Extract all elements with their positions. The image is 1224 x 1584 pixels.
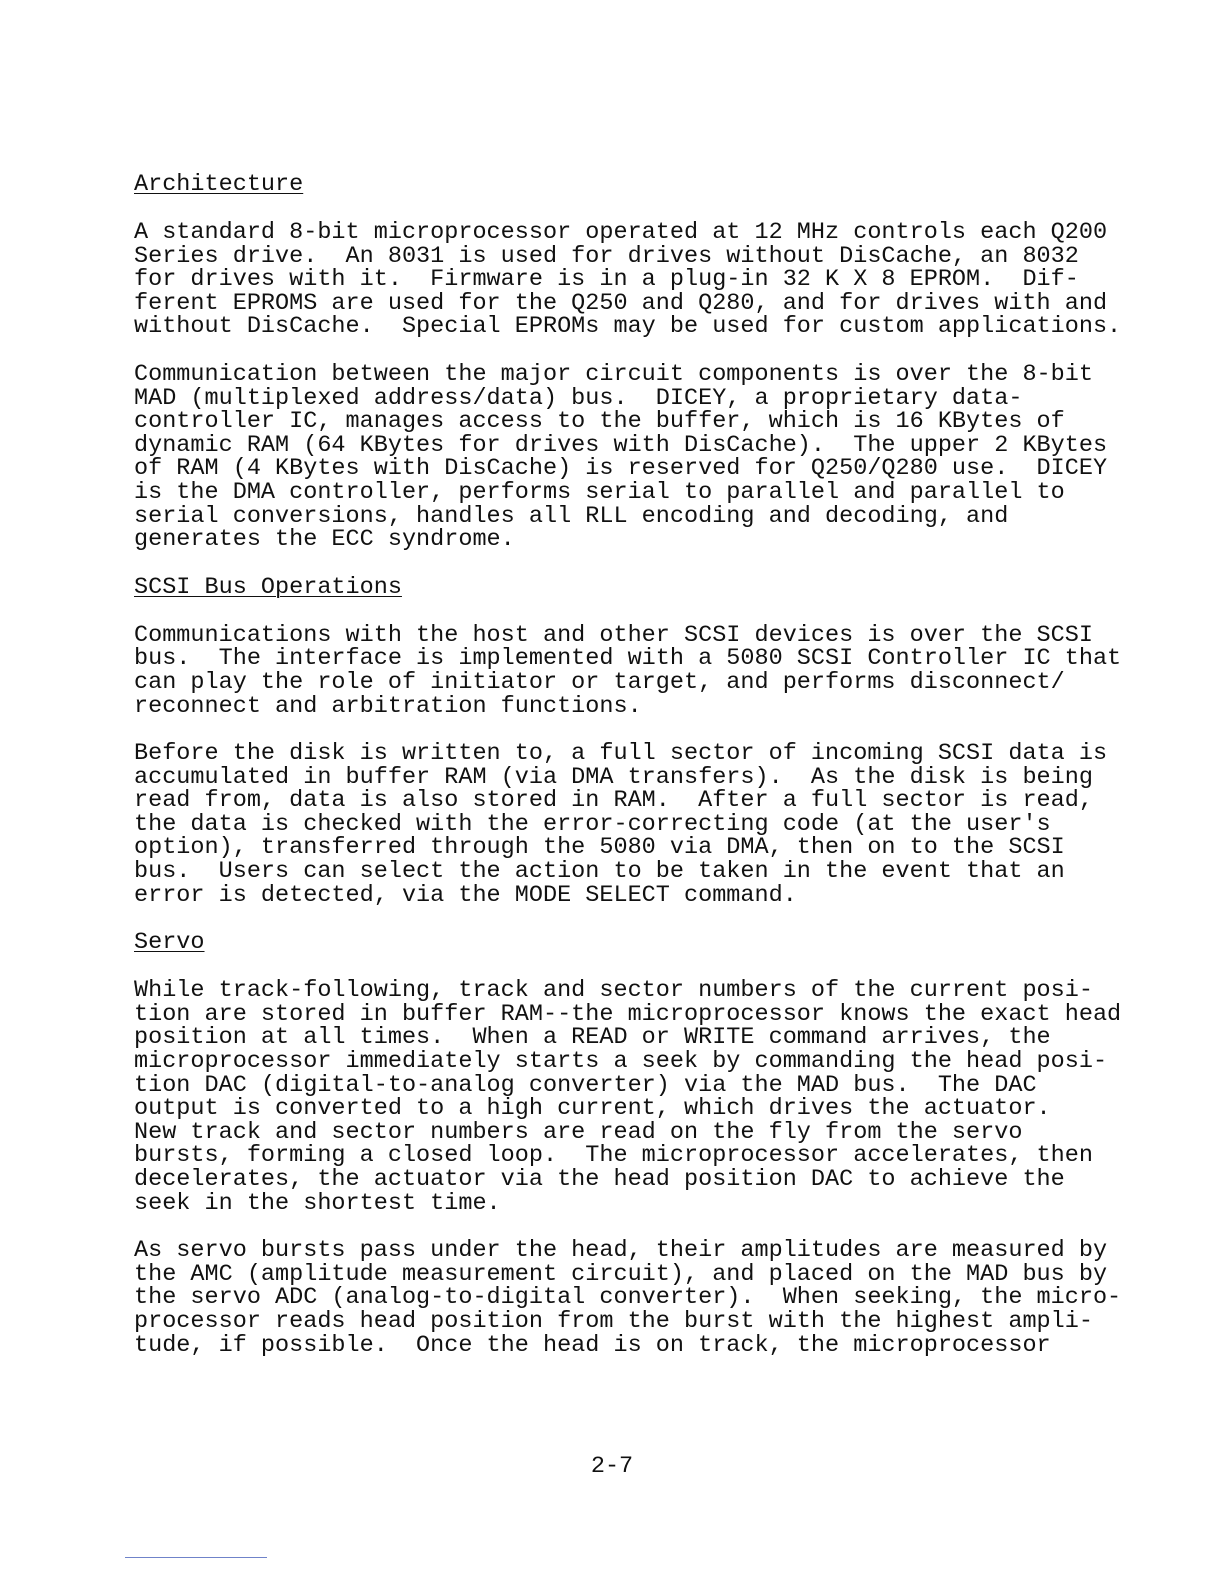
text-line: bursts, forming a closed loop. The microprocessor accelerates, then (134, 1142, 1093, 1170)
text-line: Communication between the major circuit components is over the 8-bit (134, 360, 1093, 388)
section-heading-scsi-bus-operations: SCSI Bus Operations (134, 573, 402, 601)
text-line: is the DMA controller, performs serial to parallel and parallel to (134, 478, 1065, 506)
text-line: A standard 8-bit microprocessor operated at 12 MHz controls each Q200 (134, 219, 1108, 246)
text-line: position at all times. When a READ or WRITE command arrives, the (134, 1024, 1051, 1052)
text-line: bus. Users can select the action to be taken in the event that an (134, 858, 1065, 886)
text-line: option), transferred through the 5080 via DMA, then on to the SCSI (134, 834, 1065, 862)
paragraph (134, 621, 1144, 720)
text-line: Before the disk is written to, a full sector of incoming SCSI data is (134, 740, 1108, 768)
footer-rule (125, 1557, 267, 1558)
text-line: read from, data is also stored in RAM. After a full sector is read, (134, 787, 1093, 815)
text-line: bus. The interface is implemented with a 5080 SCSI Controller IC that (134, 645, 1122, 673)
text-line: processor reads head position from the burst with the highest ampli- (134, 1307, 1093, 1335)
text-line: decelerates, the actuator via the head position DAC to achieve the (134, 1166, 1065, 1193)
text-line: microprocessor immediately starts a seek by commanding the head posi- (134, 1048, 1108, 1076)
text-line: error is detected, via the MODE SELECT command. (134, 881, 797, 909)
text-line: New track and sector numbers are read on the fly from the servo (134, 1118, 1023, 1146)
document-body (134, 173, 1144, 1381)
text-line: dynamic RAM (64 KBytes for drives with DisCache). The upper 2 KBytes (134, 431, 1108, 459)
text-line: the AMC (amplitude measurement circuit), and placed on the MAD bus by (134, 1260, 1108, 1288)
paragraph (134, 742, 1144, 907)
paragraph (134, 360, 1144, 554)
section-heading-architecture: Architecture (134, 171, 304, 198)
text-line: the data is checked with the error-correcting code (at the user's (134, 810, 1051, 838)
text-line: Communications with the host and other SCSI devices is over the SCSI (134, 621, 1093, 649)
text-line: can play the role of initiator or target, and performs disconnect/ (134, 668, 1065, 696)
paragraph (134, 979, 1144, 1215)
text-line: controller IC, manages access to the buffer, which is 16 KBytes of (134, 408, 1065, 436)
text-line: tude, if possible. Once the head is on track, the microprocessor (134, 1331, 1051, 1359)
text-line: output is converted to a high current, which drives the actuator. (134, 1095, 1051, 1123)
text-line: MAD (multiplexed address/data) bus. DICEY, a proprietary data- (134, 384, 1023, 412)
text-line: ferent EPROMS are used for the Q250 and Q280, and for drives with and (134, 289, 1108, 317)
text-line: reconnect and arbitration functions. (134, 692, 642, 720)
text-line: Series drive. An 8031 is used for drives without DisCache, an 8032 (134, 242, 1079, 270)
section-heading-servo: Servo (134, 929, 205, 957)
text-line: without DisCache. Special EPROMs may be used for custom applications. (134, 313, 1122, 341)
text-line: of RAM (4 KBytes with DisCache) is reserved for Q250/Q280 use. DICEY (134, 455, 1108, 483)
text-line: serial conversions, handles all RLL encoding and decoding, and (134, 502, 1009, 530)
text-line: for drives with it. Firmware is in a plug-in 32 K X 8 EPROM. Dif- (134, 266, 1079, 294)
page-number: 2-7 (590, 1453, 634, 1480)
paragraph (134, 221, 1144, 339)
text-line: the servo ADC (analog-to-digital converter). When seeking, the micro- (134, 1284, 1122, 1312)
text-line: tion DAC (digital-to-analog converter) via the MAD bus. The DAC (134, 1071, 1037, 1099)
text-line: accumulated in buffer RAM (via DMA transfers). As the disk is being (134, 763, 1093, 791)
text-line: generates the ECC syndrome. (134, 526, 515, 554)
paragraph (134, 1239, 1144, 1357)
text-line: seek in the shortest time. (134, 1189, 501, 1217)
text-line: As servo bursts pass under the head, their amplitudes are measured by (134, 1237, 1108, 1265)
text-line: While track-following, track and sector numbers of the current posi- (134, 977, 1093, 1005)
text-line: tion are stored in buffer RAM--the microprocessor knows the exact head (134, 1000, 1122, 1028)
